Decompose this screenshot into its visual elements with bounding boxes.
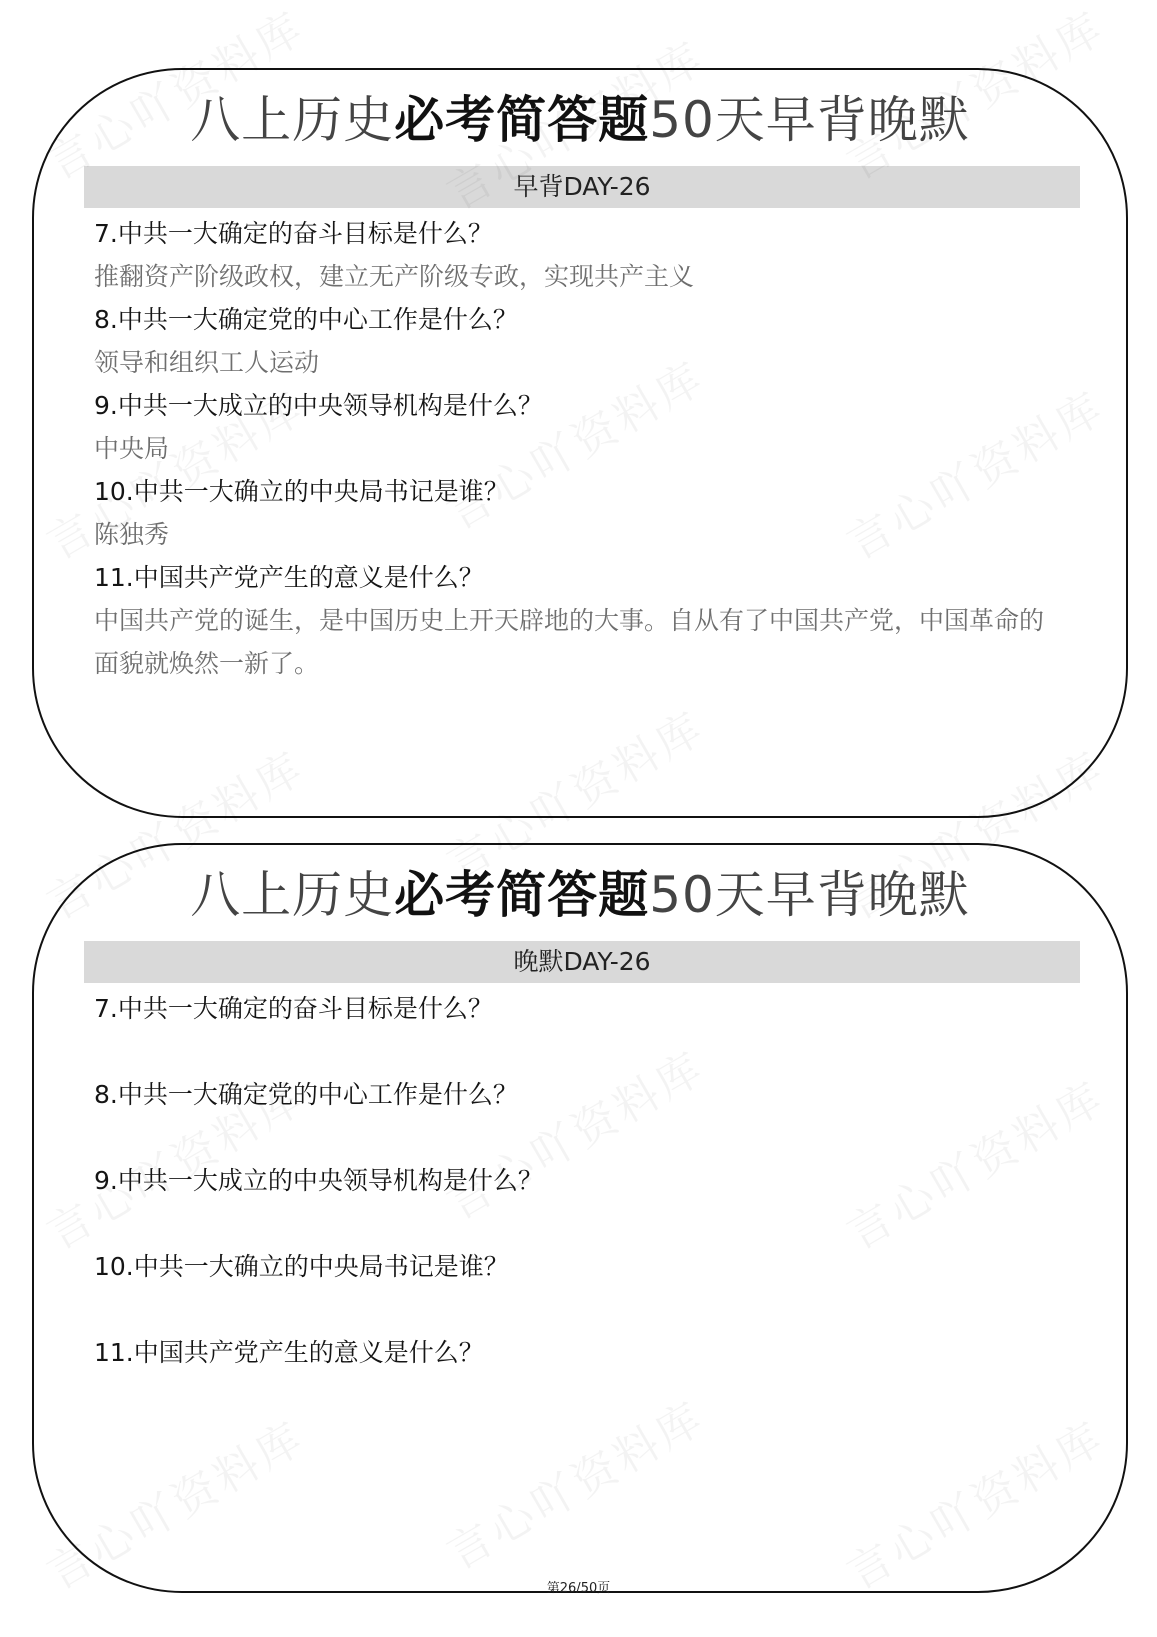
answer-blank [94,1288,1066,1331]
evening-card [32,843,1128,1593]
evening-qa-list [94,987,1066,1374]
title-part: 50天早背晚默 [649,866,970,924]
title-part: 50天早背晚默 [649,91,970,149]
morning-qa-list [94,212,1066,685]
title-part: 八上历史 [190,866,395,924]
answer-blank [94,1030,1066,1073]
question: 10.中共一大确立的中央局书记是谁？ [94,477,509,506]
evening-day-banner: 晚默DAY-26 [84,941,1080,983]
title-part: 必考简答题 [394,866,650,924]
evening-title [34,859,1126,931]
answer: 中国共产党的诞生，是中国历史上开天辟地的大事。自从有了中国共产党，中国革命的面貌就焕然一新了。 [94,606,1045,678]
question: 9.中共一大成立的中央领导机构是什么？ [94,391,543,420]
question: 11.中国共产党产生的意义是什么？ [94,1338,484,1367]
question: 11.中国共产党产生的意义是什么？ [94,563,484,592]
question: 7.中共一大确定的奋斗目标是什么？ [94,219,493,248]
answer: 推翻资产阶级政权，建立无产阶级专政，实现共产主义 [94,262,695,291]
answer: 领导和组织工人运动 [94,348,320,377]
answer-blank [94,1116,1066,1159]
morning-card [32,68,1128,818]
answer: 陈独秀 [94,520,170,549]
title-part: 必考简答题 [394,91,650,149]
title-part: 八上历史 [190,91,395,149]
answer: 中央局 [94,434,170,463]
question: 9.中共一大成立的中央领导机构是什么？ [94,1166,543,1195]
question: 10.中共一大确立的中央局书记是谁？ [94,1252,509,1281]
question: 8.中共一大确定党的中心工作是什么？ [94,305,518,334]
morning-day-banner: 早背DAY-26 [84,166,1080,208]
page-number: 第26/50页 [546,1581,611,1596]
morning-title [34,84,1126,156]
question: 8.中共一大确定党的中心工作是什么？ [94,1080,518,1109]
answer-blank [94,1202,1066,1245]
question: 7.中共一大确定的奋斗目标是什么？ [94,994,493,1023]
